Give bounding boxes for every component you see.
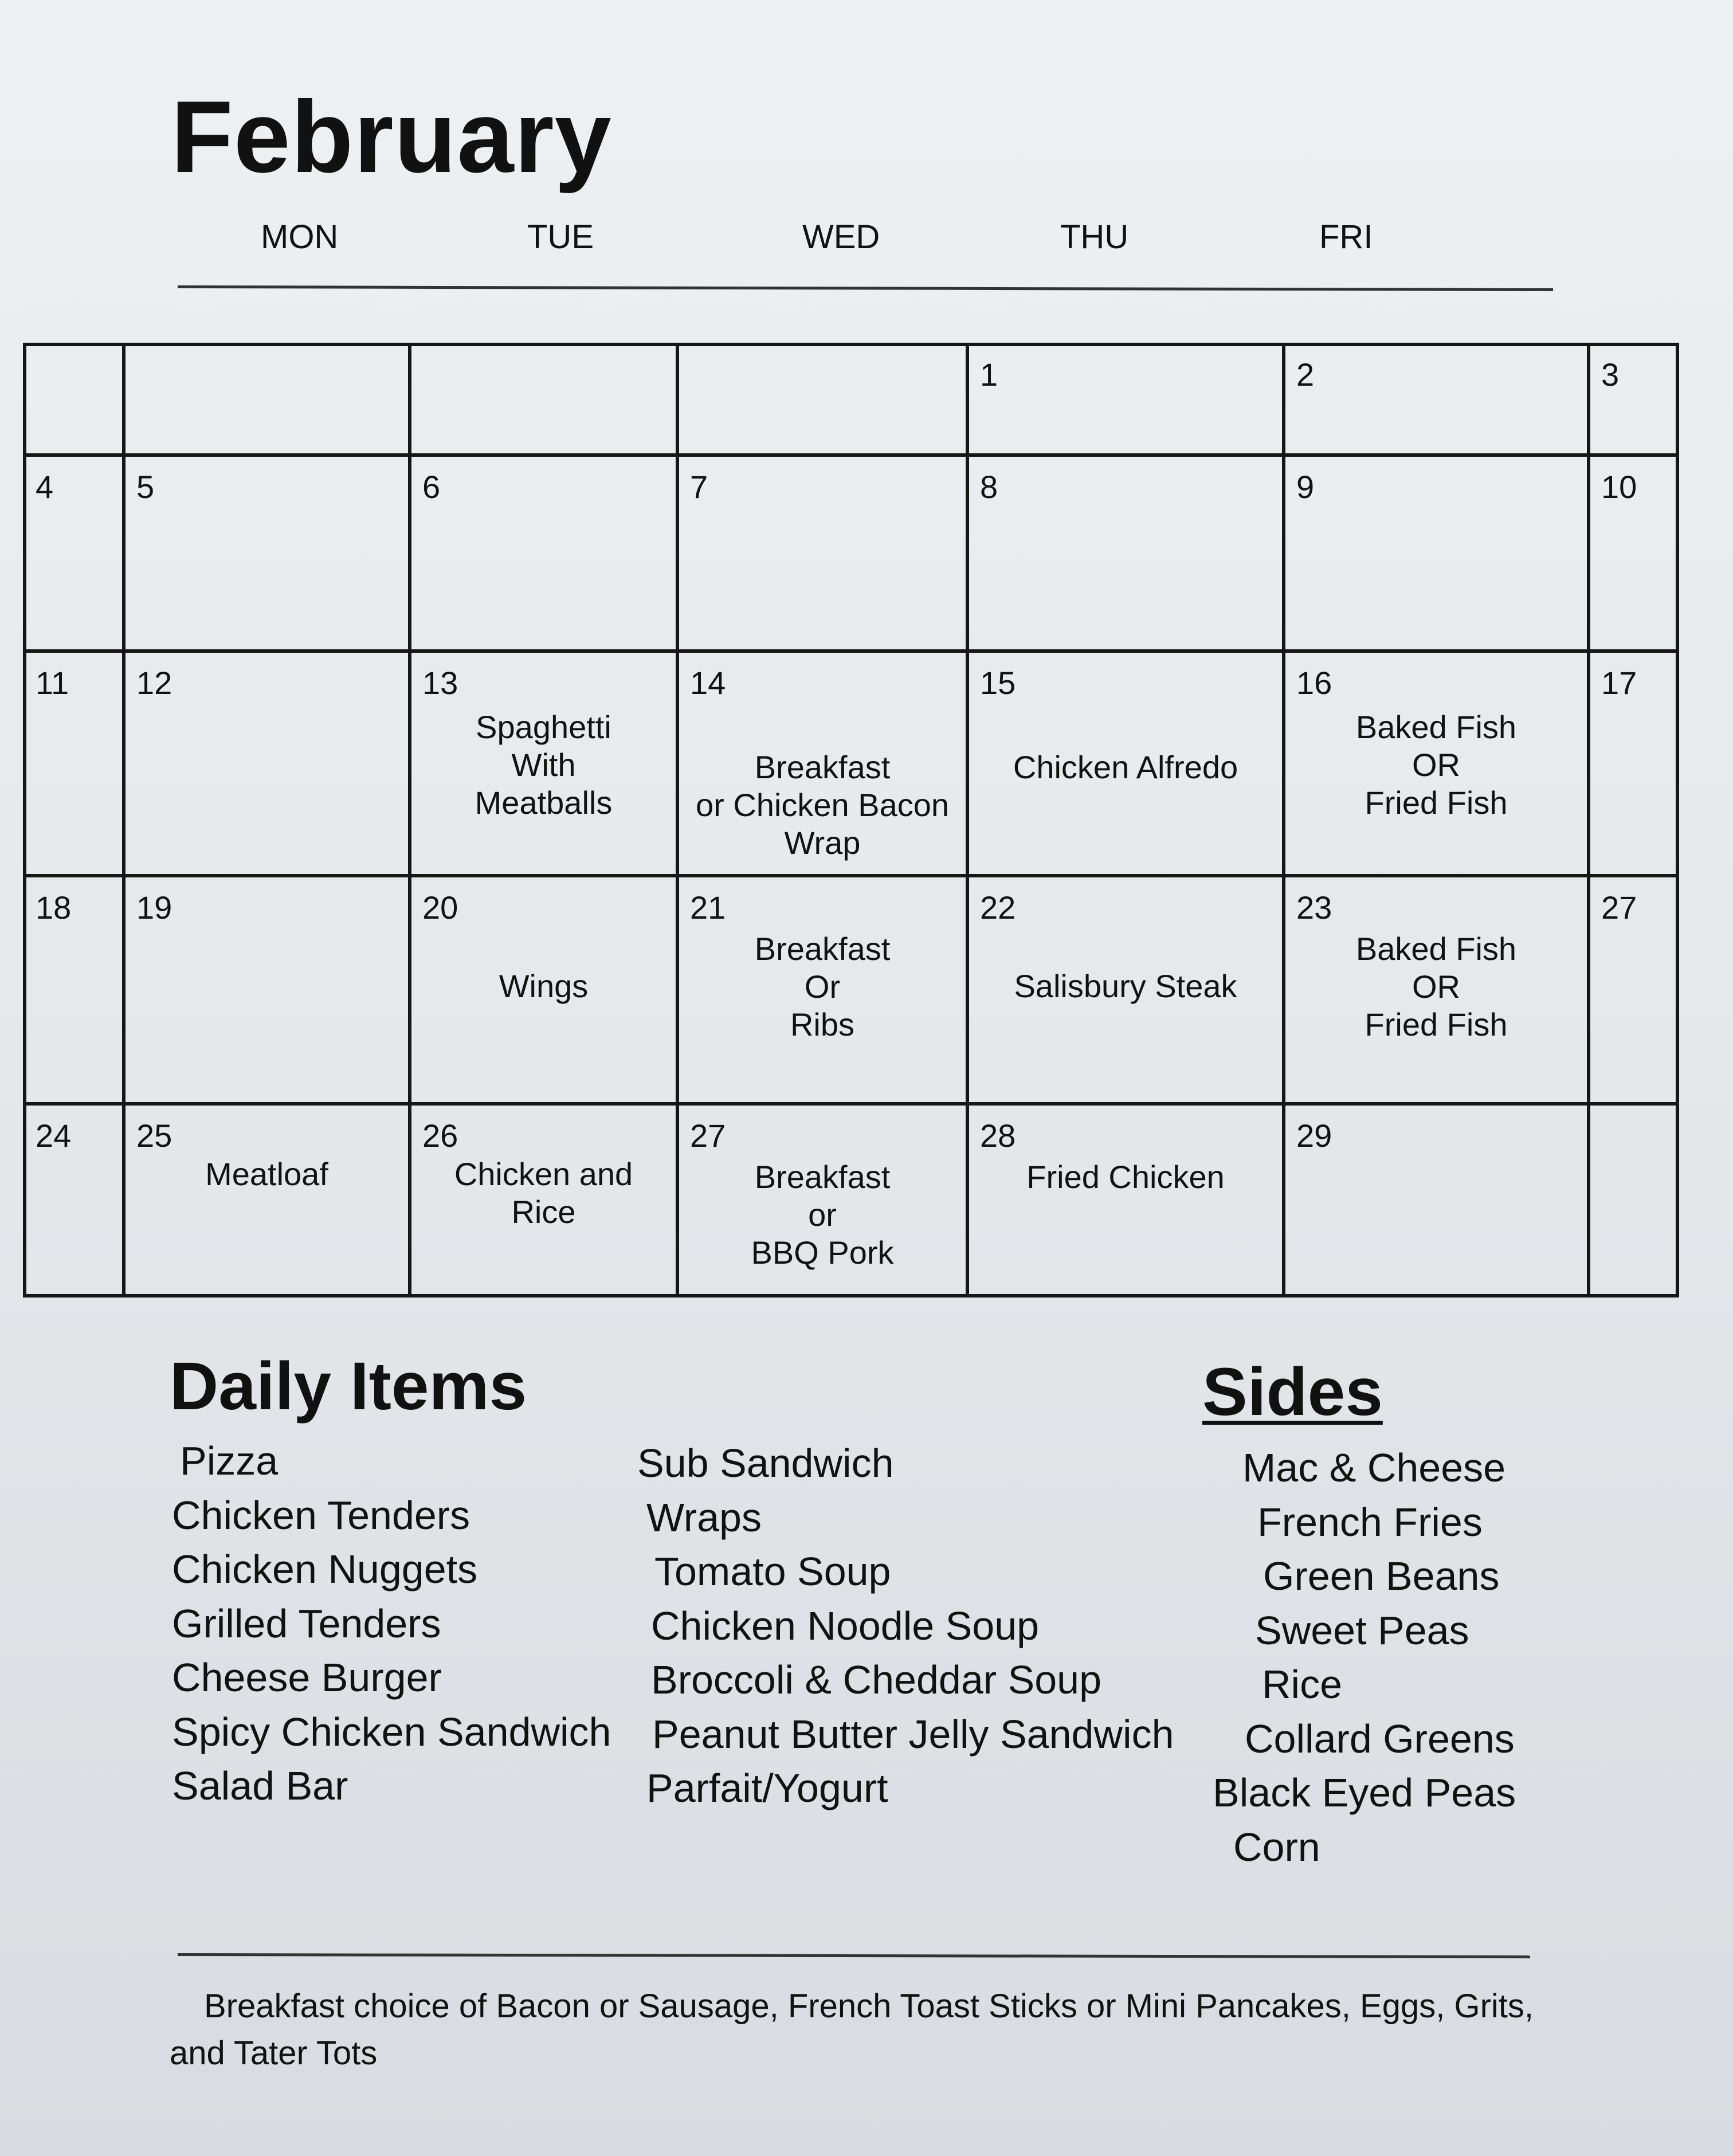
list-item: Grilled Tenders <box>172 1601 441 1646</box>
meal-text: Chicken and Rice <box>454 1156 633 1230</box>
meal-text: Fried Chicken <box>1026 1159 1225 1195</box>
calendar-cell <box>967 455 1284 651</box>
list-item: French Fries <box>1257 1499 1483 1545</box>
day-number: 22 <box>980 889 1016 926</box>
calendar-cell <box>967 651 1284 876</box>
day-number: 5 <box>136 469 155 505</box>
calendar-cell <box>967 876 1284 1104</box>
day-number: 17 <box>1601 665 1637 701</box>
calendar-cell <box>124 876 410 1104</box>
day-number: 11 <box>36 665 69 701</box>
calendar-cell <box>410 343 677 455</box>
list-item: Pizza <box>180 1438 279 1483</box>
weekday-tue: TUE <box>527 218 594 256</box>
list-item: Chicken Noodle Soup <box>651 1603 1040 1648</box>
day-number: 29 <box>1296 1118 1332 1154</box>
meal-text: Breakfast or Chicken Bacon Wrap <box>695 749 949 861</box>
calendar-cell <box>677 455 967 651</box>
day-number: 2 <box>1296 356 1315 393</box>
day-number: 3 <box>1601 356 1620 393</box>
list-item: Tomato Soup <box>654 1549 891 1594</box>
calendar-cell <box>410 1104 677 1297</box>
footer-divider <box>178 1953 1530 1958</box>
calendar-cell <box>1284 1104 1589 1297</box>
day-number: 14 <box>690 665 726 701</box>
meal-text: Salisbury Steak <box>1014 968 1237 1004</box>
meal-text: Breakfast or BBQ Pork <box>751 1159 894 1271</box>
meal-text: Breakfast Or Ribs <box>754 931 891 1042</box>
day-number: 27 <box>1601 889 1637 926</box>
meal-text: Baked Fish OR Fried Fish <box>1355 709 1517 821</box>
calendar-cell <box>1284 455 1589 651</box>
list-item: Green Beans <box>1263 1554 1500 1598</box>
day-number: 16 <box>1296 665 1332 701</box>
meal-text: Meatloaf <box>205 1156 328 1192</box>
day-number: 21 <box>690 889 726 926</box>
calendar-cell <box>1284 876 1589 1104</box>
day-number: 26 <box>422 1118 458 1154</box>
day-number: 25 <box>136 1118 172 1154</box>
day-number: 18 <box>36 889 72 926</box>
calendar-cell <box>1589 876 1679 1104</box>
calendar-cell <box>124 1104 410 1297</box>
day-number: 15 <box>980 665 1016 701</box>
meal-text: Chicken Alfredo <box>1013 749 1238 785</box>
meal-text: Wings <box>499 968 589 1004</box>
sides-title: Sides <box>1202 1354 1383 1430</box>
calendar-cell <box>967 343 1284 455</box>
breakfast-note: Breakfast choice of Bacon or Sausage, French Toast Sticks or Mini Pancakes, Eggs, Grits, and Tater Tots <box>170 1988 1534 2072</box>
list-item: Corn <box>1233 1824 1320 1869</box>
list-item: Peanut Butter Jelly Sandwich <box>652 1711 1174 1757</box>
calendar-cell <box>124 343 410 455</box>
calendar-cell <box>967 1104 1284 1297</box>
list-item: Parfait/Yogurt <box>646 1766 888 1810</box>
calendar-cell <box>1589 1104 1679 1297</box>
calendar-cell <box>23 651 124 876</box>
calendar-cell <box>1589 651 1679 876</box>
calendar-cell <box>1589 343 1679 455</box>
day-number: 13 <box>422 665 458 701</box>
day-number: 1 <box>980 356 998 393</box>
daily-items-title: Daily Items <box>170 1349 527 1424</box>
calendar-cell <box>23 876 124 1104</box>
list-item: Collard Greens <box>1245 1716 1515 1761</box>
list-item: Wraps <box>646 1495 762 1540</box>
calendar-cell <box>23 343 124 455</box>
day-number: 7 <box>690 469 708 505</box>
calendar-cell <box>410 455 677 651</box>
page-title: February <box>171 80 612 194</box>
list-item: Cheese Burger <box>172 1655 442 1700</box>
list-item: Chicken Tenders <box>172 1492 471 1538</box>
calendar-cell <box>1284 343 1589 455</box>
day-number: 10 <box>1601 469 1637 505</box>
list-item: Sweet Peas <box>1255 1608 1469 1653</box>
day-number: 6 <box>422 469 441 505</box>
list-item: Chicken Nuggets <box>172 1547 478 1591</box>
weekday-thu: THU <box>1060 218 1129 256</box>
weekday-fri: FRI <box>1319 218 1373 256</box>
day-number: 23 <box>1296 889 1332 926</box>
list-item: Spicy Chicken Sandwich <box>172 1709 611 1754</box>
list-item: Mac & Cheese <box>1242 1445 1506 1490</box>
calendar-cell <box>677 1104 967 1297</box>
weekday-wed: WED <box>802 218 880 256</box>
calendar-cell <box>1589 455 1679 651</box>
calendar-cell <box>677 651 967 876</box>
day-number: 28 <box>980 1118 1016 1154</box>
list-item: Salad Bar <box>172 1763 348 1808</box>
day-number: 27 <box>690 1118 726 1154</box>
daily-items-list-1 <box>172 1434 611 1813</box>
list-item: Sub Sandwich <box>637 1441 894 1485</box>
list-item: Black Eyed Peas <box>1213 1770 1516 1815</box>
weekday-mon: MON <box>261 218 339 256</box>
calendar-cell <box>677 876 967 1104</box>
day-number: 9 <box>1296 469 1315 505</box>
day-number: 4 <box>36 469 54 505</box>
day-number: 20 <box>422 889 458 926</box>
day-number: 19 <box>136 889 172 926</box>
daily-items-list-2 <box>637 1436 1174 1816</box>
calendar-cell <box>410 651 677 876</box>
list-item: Rice <box>1262 1662 1343 1707</box>
sides-list <box>1213 1441 1516 1874</box>
calendar-cell <box>1284 651 1589 876</box>
calendar-cell <box>410 876 677 1104</box>
list-item: Broccoli & Cheddar Soup <box>651 1657 1101 1702</box>
header-divider <box>178 285 1553 291</box>
day-number: 12 <box>136 665 172 701</box>
day-number: 24 <box>36 1118 72 1154</box>
calendar-cell <box>124 455 410 651</box>
calendar-cell <box>677 343 967 455</box>
day-number: 8 <box>980 469 998 505</box>
calendar-cell <box>124 651 410 876</box>
calendar-grid <box>23 343 1679 1297</box>
meal-text: Baked Fish OR Fried Fish <box>1355 931 1517 1042</box>
meal-text: Spaghetti With Meatballs <box>475 709 613 821</box>
calendar-cell <box>23 455 124 651</box>
calendar-cell <box>23 1104 124 1297</box>
